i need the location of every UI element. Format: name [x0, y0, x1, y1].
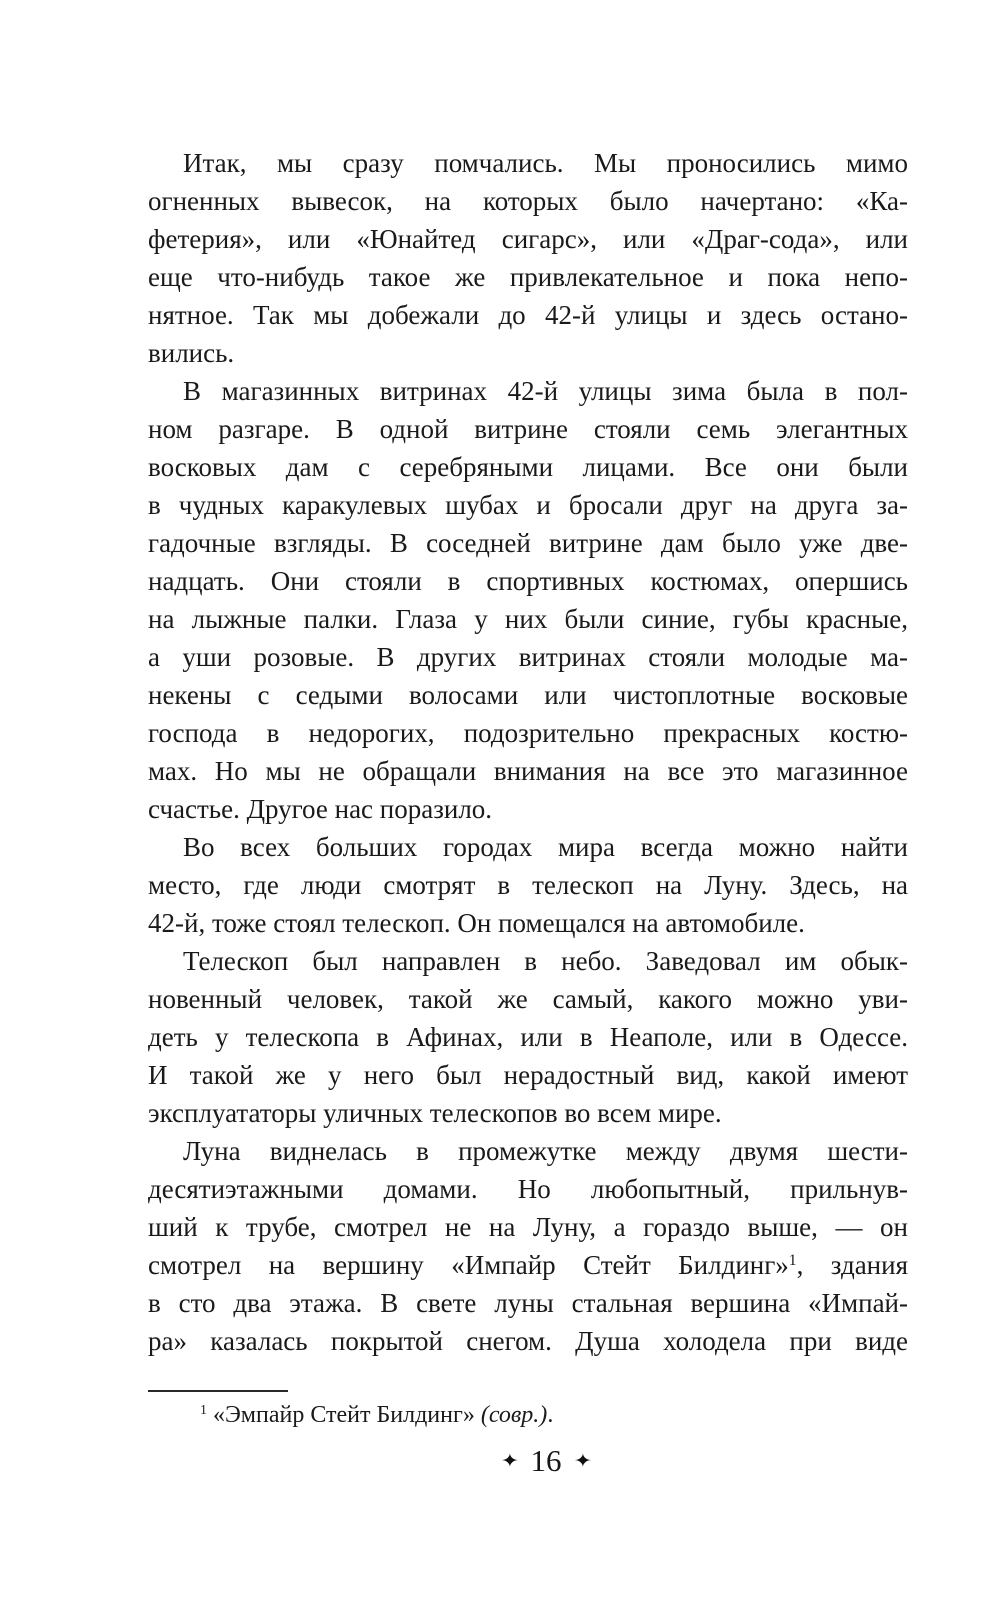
text-line: В магазинных витринах 42-й улицы зима была в пол-	[183, 376, 908, 406]
text-line: смотрел на вершину «Импайр Стейт Билдинг»$^1$, здания	[148, 1250, 908, 1280]
text-line: вились.	[148, 338, 235, 368]
text-line: в сто два этажа. В свете луны стальная вершина «Импай-	[148, 1288, 908, 1318]
text-line: надцать. Они стояли в спортивных костюмах, опершись	[148, 566, 908, 596]
text-line: господа в недорогих, подозрительно прекрасных костю-	[148, 718, 908, 748]
text-line: огненных вывесок, на которых было начертано: «Ка-	[148, 186, 908, 216]
text-line: Телескоп был направлен в небо. Заведовал им обык-	[183, 946, 908, 976]
text-line: И такой же у него был нерадостный вид, какой имеют	[148, 1060, 908, 1090]
text-line: некены с седыми волосами или чистоплотные восковые	[148, 680, 908, 710]
text-line: ном разгаре. В одной витрине стояли семь элегантных	[148, 414, 908, 444]
text-line: счастье. Другое нас поразило.	[148, 794, 493, 824]
text-line: еще что-нибудь такое же привлекательное и пока непо-	[148, 262, 908, 292]
text-line: Итак, мы сразу помчались. Мы проносились мимо	[183, 148, 908, 178]
text-line: Во всех больших городах мира всегда можно найти	[183, 832, 908, 862]
text-line: мах. Но мы не обращали внимания на все это магазинное	[148, 756, 908, 786]
text-line: в чудных каракулевых шубах и бросали друг на друга за-	[148, 490, 908, 520]
text-line: нятное. Так мы добежали до 42-й улицы и здесь остано-	[148, 300, 908, 330]
footnote-reference: 1	[200, 1403, 207, 1418]
text-line: Луна виднелась в промежутке между двумя шести-	[183, 1136, 908, 1166]
footnote-text: $^1$ «Эмпайр Стейт Билдинг» (совр.).	[200, 1402, 554, 1428]
text-line: деть у телескопа в Афинах, или в Неаполе, или в Одессе.	[148, 1022, 908, 1052]
text-line: фетерия», или «Юнайтед сигарс», или «Драг-сода», или	[148, 224, 908, 254]
text-line: а уши розовые. В других витринах стояли молодые ма-	[148, 642, 908, 672]
footnote-reference: 1	[788, 1252, 797, 1269]
page-number: 16	[530, 1443, 562, 1478]
text-line: на лыжные палки. Глаза у них были синие, губы красные,	[148, 604, 908, 634]
text-line: новенный человек, такой же самый, какого можно уви-	[148, 984, 908, 1014]
text-line: эксплуататоры уличных телескопов во всем мире.	[148, 1098, 722, 1128]
text-line: место, где люди смотрят в телескоп на Луну. Здесь, на	[148, 870, 908, 900]
diamond-ornament-left-icon: ✦	[500, 1450, 519, 1472]
text-block	[148, 144, 908, 1432]
diamond-ornament-right-icon: ✦	[573, 1450, 592, 1472]
text-line: 42-й, тоже стоял телескоп. Он помещался на автомобиле.	[148, 908, 805, 938]
text-line: восковых дам с серебряными лицами. Все они были	[148, 452, 908, 482]
text-line: десятиэтажными домами. Но любопытный, прильнув-	[148, 1174, 908, 1204]
text-line: гадочные взгляды. В соседней витрине дам было уже две-	[148, 528, 908, 558]
text-line: ра» казалась покрытой снегом. Душа холодела при виде	[148, 1326, 908, 1356]
text-line: ший к трубе, смотрел не на Луну, а гораздо выше, — он	[148, 1212, 908, 1242]
footnote-divider	[148, 1390, 288, 1392]
page-text	[148, 144, 908, 1360]
page-footer	[46, 1444, 1000, 1478]
italic-text: (совр.)	[480, 1402, 548, 1428]
